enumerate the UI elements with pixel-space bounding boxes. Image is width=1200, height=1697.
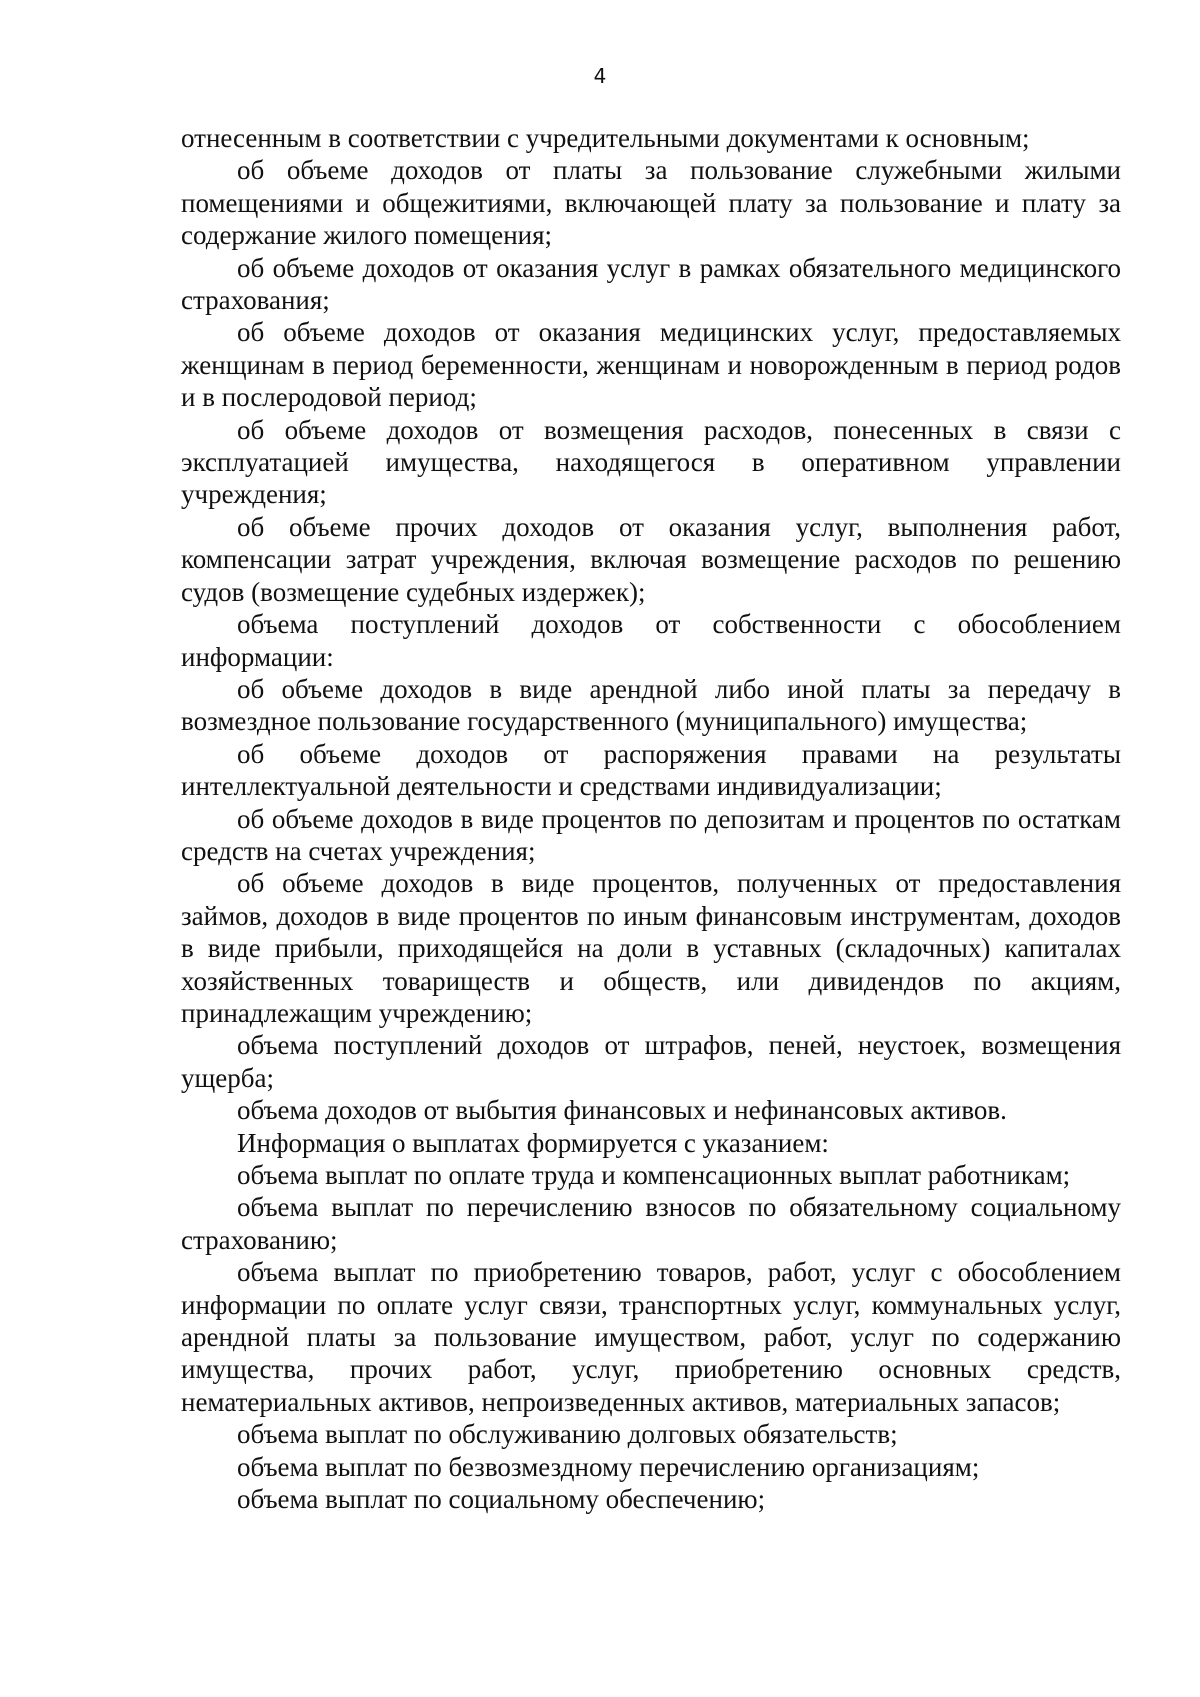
paragraph: объема выплат по безвозмездному перечислению организациям;	[237, 1451, 980, 1482]
paragraph: объема выплат по приобретению товаров, работ, услуг с обособлением информации по оплате услуг связи, транспортных услуг, коммунальных услуг, арендной платы за пользование имуществом, работ, услуг по содержанию имущества, прочих работ, услуг, приобретению основных средств, нематериальных активов, непроизведенных активов, материальных запасов;	[181, 1257, 1121, 1417]
paragraph: об объеме доходов от возмещения расходов, понесенных в связи с эксплуатацией имущества, находящегося в оперативном управлении учреждения;	[181, 414, 1121, 510]
paragraph: Информация о выплатах формируется с указанием:	[237, 1127, 829, 1158]
paragraph: объема выплат по социальному обеспечению;	[237, 1484, 766, 1515]
paragraph: объема поступлений доходов от штрафов, пеней, неустоек, возмещения ущерба;	[181, 1030, 1121, 1093]
paragraph: об объеме доходов в виде арендной либо иной платы за передачу в возмездное пользование государственного (муниципального) имущества;	[181, 673, 1121, 737]
paragraph: объема поступлений доходов от собственности с обособлением информации:	[181, 609, 1121, 672]
paragraph: объема выплат по оплате труда и компенсационных выплат работникам;	[237, 1160, 1071, 1190]
paragraph: об объеме доходов в виде процентов по депозитам и процентов по остаткам средств на счетах учреждения;	[181, 803, 1121, 866]
paragraph-continuation: отнесенным в соответствии с учредительными документами к основным;	[181, 123, 1030, 153]
document-body	[181, 122, 1121, 1515]
paragraph: об объеме доходов от оказания услуг в рамках обязательного медицинского страхования;	[181, 252, 1121, 316]
paragraph: об объеме доходов от оказания медицинских услуг, предоставляемых женщинам в период беременности, женщинам и новорожденным в период родов и в послеродовой период;	[181, 317, 1121, 413]
paragraph: об объеме прочих доходов от оказания услуг, выполнения работ, компенсации затрат учреждения, включая возмещение расходов по решению судов (возмещение судебных издержек);	[181, 511, 1121, 607]
page-number: 4	[593, 64, 607, 88]
paragraph: объема доходов от выбытия финансовых и нефинансовых активов.	[237, 1095, 1007, 1126]
paragraph: об объеме доходов в виде процентов, полученных от предоставления займов, доходов в виде процентов по иным финансовым инструментам, доходов в виде прибыли, приходящейся на доли в уставных (складочных) капиталах хозяйственных товариществ и обществ, или дивидендов по акциям, принадлежащим учреждению;	[181, 868, 1121, 1028]
paragraph: объема выплат по обслуживанию долговых обязательств;	[237, 1419, 898, 1450]
paragraph: объема выплат по перечислению взносов по обязательному социальному страхованию;	[181, 1192, 1121, 1255]
paragraph: об объеме доходов от распоряжения правами на результаты интеллектуальной деятельности и средствами индивидуализации;	[181, 738, 1121, 802]
paragraph: об объеме доходов от платы за пользование служебными жилыми помещениями и общежитиями, включающей плату за пользование и плату за содержание жилого помещения;	[181, 155, 1121, 251]
